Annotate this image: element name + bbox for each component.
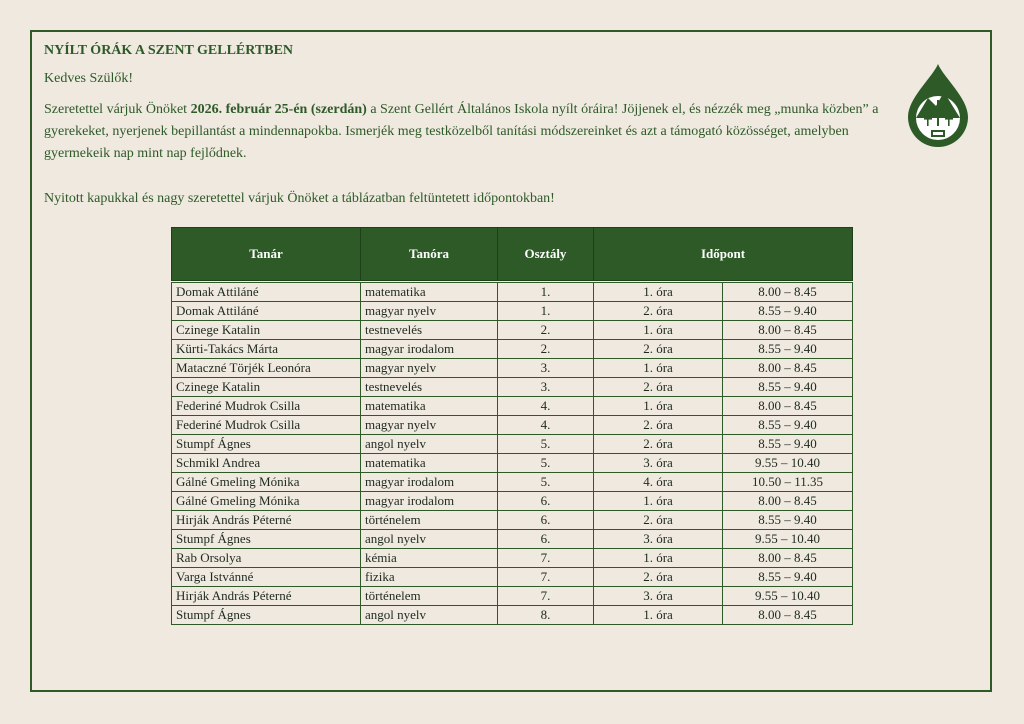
time-cell: 8.55 – 9.40 [723, 435, 853, 454]
header-lesson: Tanóra [361, 228, 498, 281]
teacher-cell: Schmikl Andrea [172, 454, 361, 473]
header-class: Osztály [498, 228, 594, 281]
lesson-cell: magyar nyelv [361, 416, 498, 435]
lesson-cell: magyar nyelv [361, 359, 498, 378]
table-row [172, 454, 853, 473]
intro-text-after: a Szent Gellért Általános Iskola nyílt óráira! Jöjjenek el, és nézzék meg „munka közben” a gyerekeket, nyerjenek bepillantást a mindennapokba. Ismerjék meg testközelből tanítási módszereinket és azt a támogató közösséget, amelyben gyermekeik nap mint nap fejlődnek. [44, 102, 879, 161]
table-row [172, 359, 853, 378]
period-cell: 1. óra [594, 359, 723, 378]
class-cell: 4. [498, 416, 594, 435]
lesson-cell: fizika [361, 568, 498, 587]
table-row [172, 606, 853, 625]
class-cell: 6. [498, 530, 594, 549]
class-cell: 3. [498, 378, 594, 397]
period-cell: 2. óra [594, 378, 723, 397]
period-cell: 2. óra [594, 511, 723, 530]
table-row [172, 435, 853, 454]
class-cell: 7. [498, 549, 594, 568]
page-title: NYÍLT ÓRÁK A SZENT GELLÉRTBEN [44, 43, 294, 58]
time-cell: 8.55 – 9.40 [723, 378, 853, 397]
teacher-cell: Mataczné Törjék Leonóra [172, 359, 361, 378]
period-cell: 1. óra [594, 283, 723, 302]
lesson-cell: angol nyelv [361, 435, 498, 454]
class-cell: 8. [498, 606, 594, 625]
teacher-cell: Stumpf Ágnes [172, 530, 361, 549]
period-cell: 1. óra [594, 321, 723, 340]
teacher-cell: Czinege Katalin [172, 378, 361, 397]
period-cell: 2. óra [594, 302, 723, 321]
intro-date: 2026. február 25-én (szerdán) [190, 102, 367, 117]
teacher-cell: Varga Istvánné [172, 568, 361, 587]
class-cell: 1. [498, 302, 594, 321]
teacher-cell: Rab Orsolya [172, 549, 361, 568]
time-cell: 8.55 – 9.40 [723, 511, 853, 530]
class-cell: 6. [498, 511, 594, 530]
teacher-cell: Gálné Gmeling Mónika [172, 473, 361, 492]
period-cell: 1. óra [594, 492, 723, 511]
school-crest-icon [906, 62, 970, 148]
period-cell: 3. óra [594, 587, 723, 606]
class-cell: 1. [498, 283, 594, 302]
lesson-cell: történelem [361, 587, 498, 606]
time-cell: 8.55 – 9.40 [723, 302, 853, 321]
lesson-cell: kémia [361, 549, 498, 568]
time-cell: 9.55 – 10.40 [723, 587, 853, 606]
time-cell: 8.00 – 8.45 [723, 359, 853, 378]
lesson-cell: angol nyelv [361, 530, 498, 549]
table-row [172, 549, 853, 568]
time-cell: 9.55 – 10.40 [723, 530, 853, 549]
table-row [172, 568, 853, 587]
period-cell: 1. óra [594, 397, 723, 416]
closing-paragraph: Nyitott kapukkal és nagy szeretettel várjuk Önöket a táblázatban feltüntetett időpontokban! [44, 191, 555, 206]
period-cell: 3. óra [594, 530, 723, 549]
lesson-cell: matematika [361, 283, 498, 302]
lesson-cell: magyar irodalom [361, 473, 498, 492]
teacher-cell: Stumpf Ágnes [172, 435, 361, 454]
schedule-table [171, 227, 853, 625]
class-cell: 4. [498, 397, 594, 416]
teacher-cell: Federiné Mudrok Csilla [172, 416, 361, 435]
class-cell: 7. [498, 587, 594, 606]
teacher-cell: Domak Attiláné [172, 302, 361, 321]
period-cell: 2. óra [594, 416, 723, 435]
lesson-cell: magyar irodalom [361, 340, 498, 359]
table-row [172, 511, 853, 530]
period-cell: 3. óra [594, 454, 723, 473]
class-cell: 6. [498, 492, 594, 511]
class-cell: 2. [498, 321, 594, 340]
lesson-cell: testnevelés [361, 378, 498, 397]
class-cell: 5. [498, 473, 594, 492]
time-cell: 10.50 – 11.35 [723, 473, 853, 492]
period-cell: 1. óra [594, 606, 723, 625]
time-cell: 8.00 – 8.45 [723, 397, 853, 416]
time-cell: 8.00 – 8.45 [723, 549, 853, 568]
table-header-row [172, 228, 853, 281]
header-time: Időpont [594, 228, 853, 281]
class-cell: 3. [498, 359, 594, 378]
time-cell: 8.55 – 9.40 [723, 568, 853, 587]
lesson-cell: magyar nyelv [361, 302, 498, 321]
table-row [172, 321, 853, 340]
greeting: Kedves Szülők! [44, 71, 134, 86]
time-cell: 9.55 – 10.40 [723, 454, 853, 473]
lesson-cell: magyar irodalom [361, 492, 498, 511]
time-cell: 8.55 – 9.40 [723, 340, 853, 359]
time-cell: 8.00 – 8.45 [723, 492, 853, 511]
lesson-cell: testnevelés [361, 321, 498, 340]
class-cell: 5. [498, 454, 594, 473]
table-row [172, 283, 853, 302]
period-cell: 4. óra [594, 473, 723, 492]
teacher-cell: Domak Attiláné [172, 283, 361, 302]
table-row [172, 340, 853, 359]
intro-paragraph [44, 99, 892, 165]
class-cell: 7. [498, 568, 594, 587]
lesson-cell: matematika [361, 397, 498, 416]
table-row [172, 530, 853, 549]
teacher-cell: Hirják András Péterné [172, 511, 361, 530]
period-cell: 2. óra [594, 435, 723, 454]
table-row [172, 473, 853, 492]
teacher-cell: Federiné Mudrok Csilla [172, 397, 361, 416]
time-cell: 8.55 – 9.40 [723, 416, 853, 435]
intro-text-before: Szeretettel várjuk Önöket [44, 102, 191, 117]
time-cell: 8.00 – 8.45 [723, 321, 853, 340]
period-cell: 2. óra [594, 568, 723, 587]
table-row [172, 492, 853, 511]
table-row [172, 416, 853, 435]
table-row [172, 397, 853, 416]
lesson-cell: matematika [361, 454, 498, 473]
time-cell: 8.00 – 8.45 [723, 606, 853, 625]
class-cell: 2. [498, 340, 594, 359]
class-cell: 5. [498, 435, 594, 454]
table-row [172, 587, 853, 606]
teacher-cell: Czinege Katalin [172, 321, 361, 340]
table-row [172, 302, 853, 321]
teacher-cell: Gálné Gmeling Mónika [172, 492, 361, 511]
table-row [172, 378, 853, 397]
teacher-cell: Hirják András Péterné [172, 587, 361, 606]
teacher-cell: Stumpf Ágnes [172, 606, 361, 625]
time-cell: 8.00 – 8.45 [723, 283, 853, 302]
period-cell: 2. óra [594, 340, 723, 359]
teacher-cell: Kürti-Takács Márta [172, 340, 361, 359]
lesson-cell: történelem [361, 511, 498, 530]
period-cell: 1. óra [594, 549, 723, 568]
lesson-cell: angol nyelv [361, 606, 498, 625]
header-teacher: Tanár [172, 228, 361, 281]
